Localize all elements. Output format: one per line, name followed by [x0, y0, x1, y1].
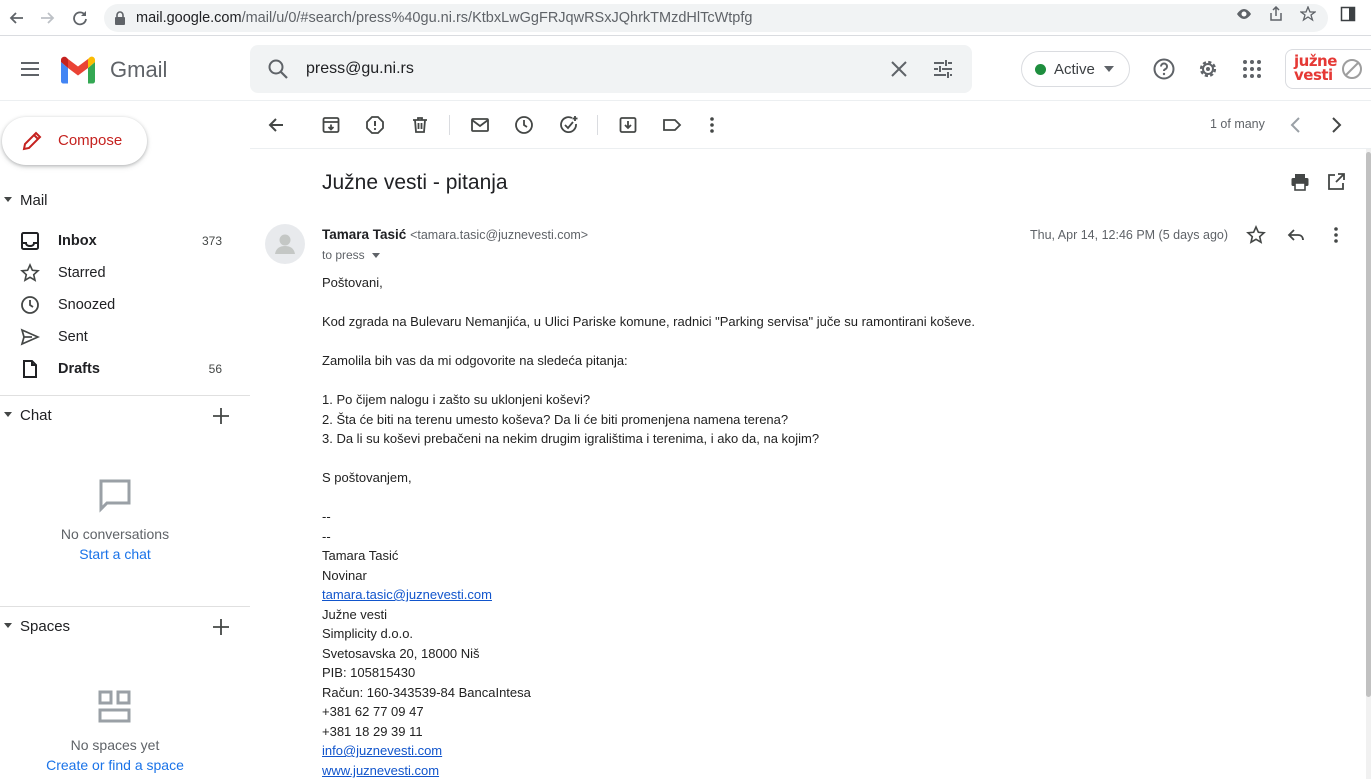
newer-chevron-left-icon[interactable] [1286, 115, 1306, 135]
inbox-icon [20, 231, 40, 251]
help-icon[interactable] [1152, 57, 1176, 81]
search-bar [250, 45, 972, 93]
spaces-section-title: Spaces [20, 618, 71, 635]
clear-search-icon[interactable] [887, 57, 911, 81]
details-chevron-down-icon[interactable] [372, 253, 380, 258]
older-chevron-right-icon[interactable] [1326, 115, 1346, 135]
draft-icon [20, 359, 40, 379]
spaces-section-header[interactable] [0, 612, 250, 642]
report-spam-icon[interactable] [365, 115, 385, 135]
unread-count: 373 [201, 234, 222, 248]
signature-company: Simplicity d.o.o. [322, 626, 414, 641]
signature-web-link[interactable]: www.juznevesti.com [322, 763, 440, 778]
signature-account: Račun: 160-343539-84 BancaIntesa [322, 685, 531, 700]
create-space-link[interactable]: Create or find a space [46, 757, 184, 773]
signature-phone: +381 18 29 39 11 [322, 724, 423, 739]
recipient-text: to press [322, 248, 365, 262]
logo-mark-icon [1341, 58, 1363, 80]
body-closing: S poštovanjem, [322, 470, 412, 485]
snooze-clock-icon[interactable] [514, 115, 534, 135]
message-toolbar [250, 101, 1371, 149]
reply-icon[interactable] [1286, 225, 1306, 245]
back-arrow-icon[interactable] [6, 8, 26, 28]
settings-gear-icon[interactable] [1196, 57, 1220, 81]
sidebar-item-label: Sent [58, 329, 88, 345]
scrollbar-thumb[interactable] [1366, 152, 1371, 697]
spaces-empty-text: No spaces yet [70, 737, 160, 753]
account-logo-text: južne vesti [1294, 52, 1337, 84]
body-greeting: Poštovani, [322, 275, 383, 290]
clock-icon [20, 295, 40, 315]
lock-icon [114, 11, 126, 25]
chat-section-header[interactable] [0, 401, 250, 431]
new-space-plus-icon[interactable] [210, 616, 232, 638]
status-label: Active [1054, 61, 1095, 78]
eye-icon[interactable] [1236, 6, 1252, 22]
status-selector[interactable] [1021, 51, 1130, 87]
bookmark-star-icon[interactable] [1300, 6, 1316, 22]
sidebar-divider [0, 606, 250, 607]
search-icon[interactable] [266, 57, 290, 81]
signature-info-link[interactable]: info@juznevesti.com [322, 743, 443, 758]
gmail-header [0, 37, 1371, 101]
star-message-icon[interactable] [1246, 225, 1266, 245]
sender-name[interactable]: Tamara Tasić [322, 227, 407, 242]
sidebar-item-snoozed[interactable] [0, 289, 250, 321]
more-options-icon[interactable] [702, 115, 722, 135]
collapse-triangle-icon [4, 623, 12, 628]
body-question: 2. Šta će biti na terenu umesto koševa? Da li će biti promenjena namena terena? [322, 412, 789, 427]
sidebar-item-label: Drafts [58, 361, 100, 377]
forward-arrow-icon[interactable] [38, 8, 58, 28]
star-icon [20, 263, 40, 283]
delete-icon[interactable] [410, 115, 430, 135]
label-tag-icon[interactable] [662, 115, 682, 135]
chat-empty-text: No conversations [60, 526, 170, 542]
chevron-down-icon [1104, 66, 1114, 72]
open-new-window-icon[interactable] [1326, 172, 1346, 192]
status-dot [1035, 64, 1046, 75]
chat-section-title: Chat [20, 407, 52, 424]
sidebar-divider [0, 395, 250, 396]
print-icon[interactable] [1290, 172, 1310, 192]
spaces-grid-icon [95, 687, 135, 727]
share-icon[interactable] [1268, 6, 1284, 22]
back-to-list-icon[interactable] [266, 115, 286, 135]
sidebar-item-label: Inbox [58, 233, 97, 249]
sidebar-item-sent[interactable] [0, 321, 250, 353]
body-question: 3. Da li su koševi prebačeni na nekim drugim igralištima i terenima, i ako da, na kojim? [322, 431, 820, 446]
sidebar [0, 101, 250, 779]
sidebar-item-inbox[interactable] [0, 225, 250, 257]
add-to-tasks-icon[interactable] [559, 115, 579, 135]
sidebar-item-starred[interactable] [0, 257, 250, 289]
compose-button[interactable] [2, 117, 147, 165]
sender-email: <tamara.tasic@juznevesti.com> [410, 228, 589, 242]
address-bar[interactable] [104, 4, 1328, 32]
search-options-icon[interactable] [931, 57, 955, 81]
sidebar-item-label: Starred [58, 265, 106, 281]
apps-grid-icon[interactable] [1240, 57, 1264, 81]
new-chat-plus-icon[interactable] [210, 405, 232, 427]
signature-org: Južne vesti [322, 607, 388, 622]
mail-section-header[interactable] [0, 186, 250, 216]
spaces-empty-state [0, 687, 230, 773]
mail-section-title: Mail [20, 192, 48, 209]
message-date: Thu, Apr 14, 12:46 PM (5 days ago) [1030, 228, 1229, 242]
mark-unread-icon[interactable] [470, 115, 490, 135]
sender-avatar[interactable] [265, 224, 305, 264]
signature-phone: +381 62 77 09 47 [322, 704, 424, 719]
collapse-triangle-icon [4, 197, 12, 202]
signature-separator: -- [322, 509, 331, 524]
url-text: mail.google.com/mail/u/0/#search/press%40gu.ni.rs/KtbxLwGgFRJqwRSxJQhrkTMzdHlTcWtpfg [136, 10, 753, 26]
compose-label: Compose [58, 132, 123, 149]
collapse-triangle-icon [4, 412, 12, 417]
message-subject: Južne vesti - pitanja [322, 171, 508, 194]
sidepanel-icon[interactable] [1340, 6, 1356, 22]
body-question: 1. Po čijem nalogu i zašto su uklonjeni koševi? [322, 392, 591, 407]
recipient-line[interactable] [322, 248, 380, 262]
signature-title: Novinar [322, 568, 367, 583]
search-input[interactable] [306, 57, 866, 81]
message-more-icon[interactable] [1326, 225, 1346, 245]
body-paragraph: Kod zgrada na Bulevaru Nemanjića, u Ulici Pariske komune, radnici "Parking servisa" juče su ramontirani koševe. [322, 314, 976, 329]
chat-empty-state [0, 476, 230, 562]
sidebar-item-drafts[interactable] [0, 353, 250, 385]
signature-pib: PIB: 105815430 [322, 665, 416, 680]
sender-line [322, 227, 588, 242]
pencil-icon [20, 129, 44, 153]
pagination-text: 1 of many [1210, 117, 1265, 131]
move-to-icon[interactable] [618, 115, 638, 135]
draft-count: 56 [208, 362, 222, 376]
send-icon [20, 327, 40, 347]
signature-separator: -- [322, 529, 331, 544]
sidebar-item-label: Snoozed [58, 297, 116, 313]
start-chat-link[interactable]: Start a chat [79, 546, 151, 562]
reload-icon[interactable] [70, 8, 90, 28]
gmail-logo-icon[interactable] [59, 56, 97, 84]
account-avatar[interactable] [1285, 49, 1371, 89]
main-menu-icon[interactable] [18, 57, 42, 81]
body-paragraph: Zamolila bih vas da mi odgovorite na sledeća pitanja: [322, 353, 628, 368]
toolbar-separator [449, 115, 450, 135]
signature-email-link[interactable]: tamara.tasic@juznevesti.com [322, 587, 492, 602]
signature-name: Tamara Tasić [322, 548, 399, 563]
browser-toolbar [0, 0, 1371, 36]
chat-bubble-icon [95, 476, 135, 516]
archive-icon[interactable] [321, 115, 341, 135]
toolbar-separator [597, 115, 598, 135]
signature-address: Svetosavska 20, 18000 Niš [322, 646, 480, 661]
app-name[interactable]: Gmail [110, 57, 168, 82]
